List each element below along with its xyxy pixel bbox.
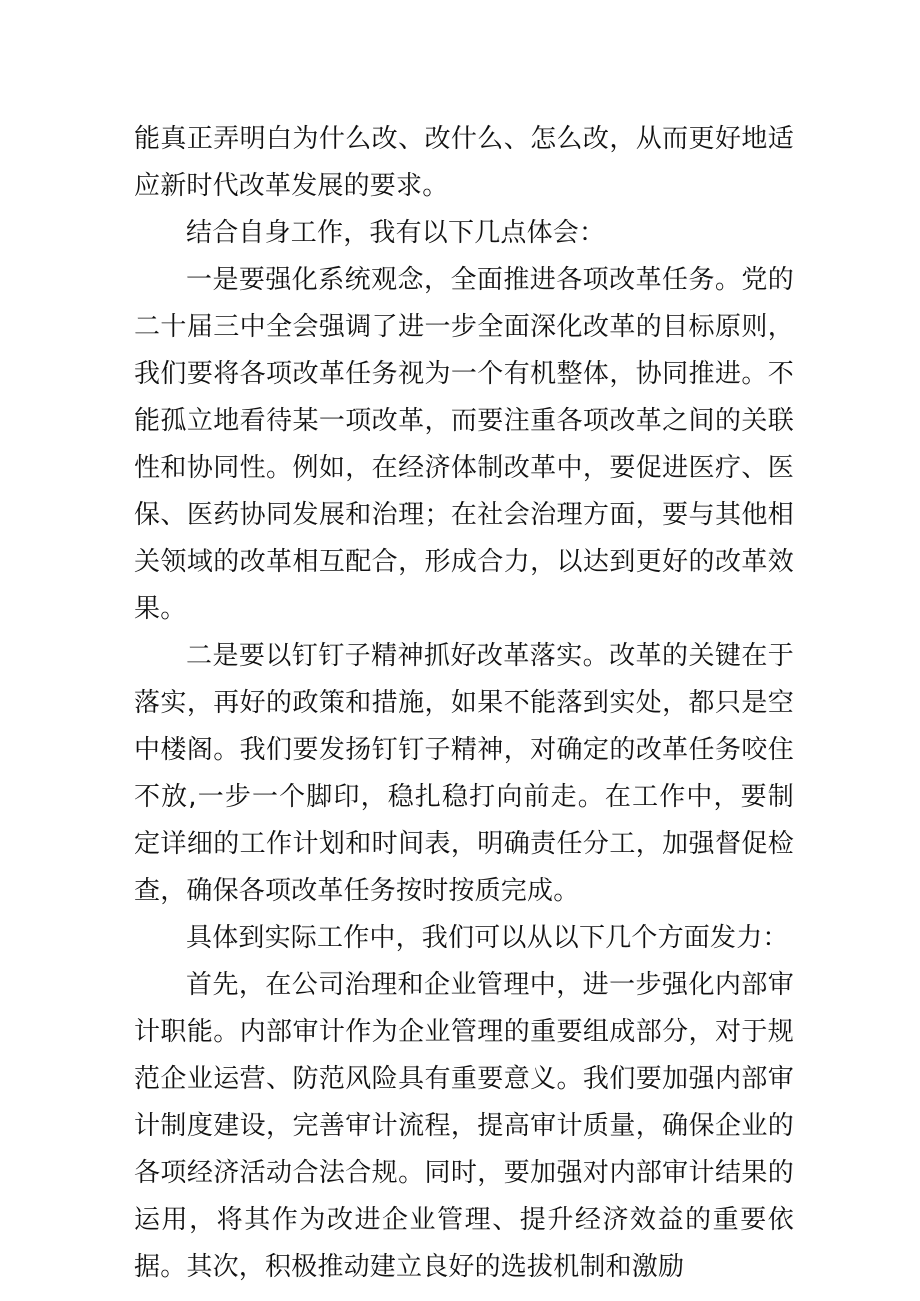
paragraph-intro: 结合自身工作，我有以下几点体会：: [186, 218, 606, 248]
paragraph-practice-intro: 具体到实际工作中，我们可以从以下几个方面发力：: [186, 923, 789, 953]
document-body: [134, 116, 794, 1291]
paragraph-point-one: 一是要强化系统观念，全面推进各项改革任务。党的二十届三中全会强调了进一步全面深化改革的目标原则，我们要将各项改革任务视为一个有机整体，协同推进。不能孤立地看待某一项改革，而要注重各项改革之间的关联性和协同性。例如，在经济体制改革中，要促进医疗、医保、医药协同发展和治理；在社会治理方面，要与其他相关领域的改革相互配合，形成合力，以达到更好的改革效果。: [134, 265, 794, 624]
paragraph-first-measure: 首先，在公司治理和企业管理中，进一步强化内部审计职能。内部审计作为企业管理的重要组成部分，对于规范企业运营、防范风险具有重要意义。我们要加强内部审计制度建设，完善审计流程，提高审计质量，确保企业的各项经济活动合法合规。同时，要加强对内部审计结果的运用，将其作为改进企业管理、提升经济效益的重要依据。其次，积极推动建立良好的选拔机制和激励: [134, 970, 794, 1282]
paragraph-point-two: 二是要以钉钉子精神抓好改革落实。改革的关键在于落实，再好的政策和措施，如果不能落到实处，都只是空中楼阁。我们要发扬钉钉子精神，对确定的改革任务咬住不放,一步一个脚印，稳扎稳打向前走。在工作中，要制定详细的工作计划和时间表，明确责任分工，加强督促检查，确保各项改革任务按时按质完成。: [134, 641, 794, 906]
paragraph-continuation: 能真正弄明白为什么改、改什么、怎么改，从而更好地适应新时代改革发展的要求。: [134, 124, 794, 201]
